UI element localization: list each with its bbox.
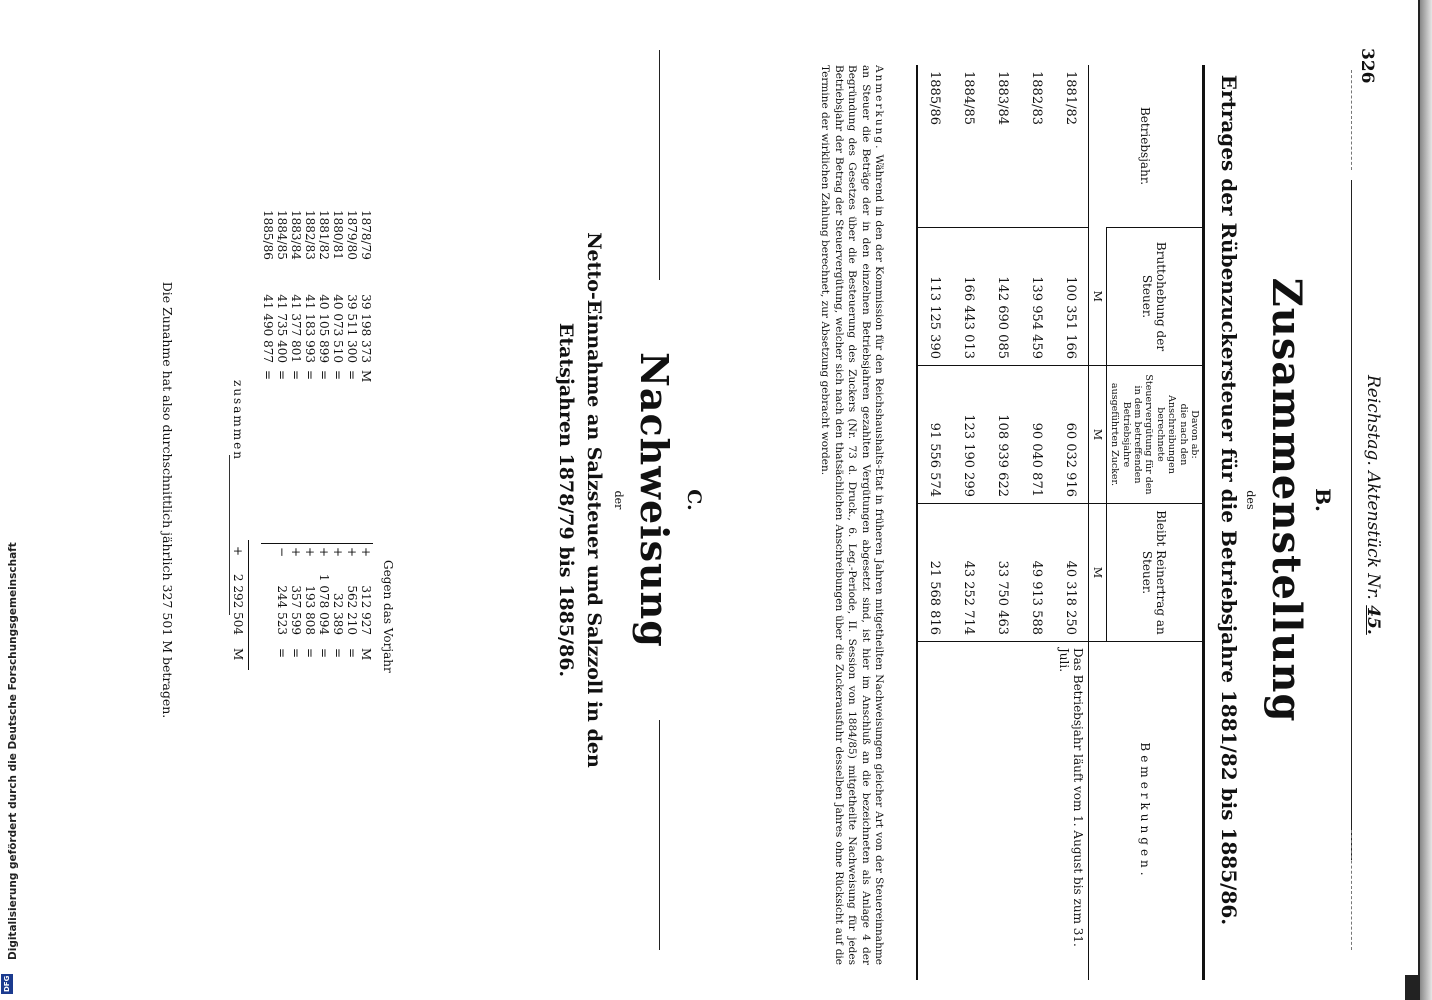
salt-sum-rule bbox=[248, 540, 249, 670]
salt-unit: = bbox=[317, 370, 331, 381]
row-net: 49 913 588 bbox=[1020, 504, 1054, 642]
row-net: 33 750 463 bbox=[986, 504, 1020, 642]
table-row bbox=[1054, 65, 1089, 980]
running-head bbox=[1363, 375, 1383, 635]
page-number: 326 bbox=[1357, 48, 1377, 84]
digitization-credit: Digitalisierung gefördert durch die Deutsche Forschungsgemeinschaft bbox=[7, 542, 19, 960]
section-b-des: des bbox=[1244, 490, 1257, 510]
salt-value: 39 511 300 bbox=[345, 294, 359, 363]
note-text: Während in den der Kommission für den Reichshaushalts-Etat in früheren Jahren mitgetheilten Nachweisungen gleicher Art von der Steuereinnahme an Steuer die Beträge der in den einzelnen Betriebsjahren gezahlten Vergütungen abgesetzt sind, ist hier im Anschluß an die bezeichneten als Anlage 4 der Begründung des Gesetzes über die Besteuerung des Zuckers (Nr. 73 d. Druck., 6. Leg.-Periode, II. Session von 1884/85) mitgetheilte Nachweisung für jedes Betriebsjahr der Betrag der Steuervergütung, welcher sich nach den thatsächlichen Anschreibungen über die Zuckerausfuhr desselben Jahres ohne Rücksicht auf die Termine der wirklichen Zahlung berechnet, zur Absetzung gebracht worden. bbox=[819, 65, 885, 965]
row-year: 1882/83 bbox=[1029, 71, 1045, 126]
salt-unit: = bbox=[261, 370, 275, 381]
col-header-remarks: Bemerkungen. bbox=[1088, 642, 1203, 981]
header-rule-right bbox=[1351, 830, 1352, 950]
row-refund: 90 040 871 bbox=[1020, 366, 1054, 504]
row-gross: 166 443 013 bbox=[952, 228, 986, 366]
salt-year: 1880/81 bbox=[331, 210, 345, 260]
salt-diff-unit: = bbox=[303, 648, 317, 659]
salt-year: 1883/84 bbox=[289, 210, 303, 260]
section-c-der: der bbox=[612, 490, 625, 510]
list-item bbox=[261, 210, 275, 770]
salt-year: 1881/82 bbox=[317, 210, 331, 260]
salt-sign: − bbox=[275, 546, 289, 558]
salt-unit: = bbox=[275, 370, 289, 381]
closing-rule bbox=[229, 455, 230, 615]
col-header-refund bbox=[1106, 366, 1203, 504]
list-item bbox=[275, 210, 289, 770]
row-gross: 139 954 459 bbox=[1020, 228, 1054, 366]
salt-value: 41 490 877 bbox=[261, 294, 275, 363]
salt-value: 41 735 400 bbox=[275, 294, 289, 363]
note-label: Anmerkung. bbox=[873, 65, 885, 151]
header-rule-left bbox=[1351, 70, 1352, 170]
unit-gross: M bbox=[1088, 228, 1106, 366]
list-item bbox=[331, 210, 345, 770]
page-header bbox=[1345, 40, 1405, 960]
salt-value: 41 183 993 bbox=[303, 294, 317, 363]
salt-sign: + bbox=[331, 546, 345, 558]
salt-diff: 193 808 bbox=[303, 585, 317, 635]
salt-sum-value: 2 292 504 bbox=[231, 573, 245, 635]
salt-diff-unit: = bbox=[345, 648, 359, 659]
salt-sum-label: zusammen bbox=[231, 380, 245, 461]
list-item bbox=[359, 210, 373, 770]
salt-value: 40 105 899 bbox=[317, 294, 331, 363]
row-year: 1883/84 bbox=[995, 71, 1011, 126]
salt-year: 1885/86 bbox=[261, 210, 275, 260]
salt-diff: 562 210 bbox=[345, 585, 359, 635]
salt-value: 40 073 510 bbox=[331, 294, 345, 363]
list-item bbox=[289, 210, 303, 770]
row-refund: 60 032 916 bbox=[1054, 366, 1089, 504]
row-net: 21 568 816 bbox=[917, 504, 952, 642]
row-gross: 142 690 085 bbox=[986, 228, 1020, 366]
row-gross: 100 351 166 bbox=[1054, 228, 1089, 366]
section-b-subtitle: Ertrages der Rübenzuckersteuer für die Betriebsjahre 1881/82 bis 1885/86. bbox=[1217, 74, 1241, 926]
salt-sign: + bbox=[359, 546, 373, 558]
row-gross: 113 125 390 bbox=[917, 228, 952, 366]
salt-sign: + bbox=[303, 546, 317, 558]
salt-sign: + bbox=[317, 546, 331, 558]
list-item bbox=[303, 210, 317, 770]
section-b-letter: B. bbox=[1311, 488, 1335, 512]
unit-refund: M bbox=[1088, 366, 1106, 504]
salt-diff-unit: = bbox=[331, 648, 345, 659]
salt-diff-unit: = bbox=[317, 648, 331, 659]
salt-sum-unit: M bbox=[231, 648, 245, 661]
salt-unit: = bbox=[345, 370, 359, 381]
row-remark bbox=[952, 642, 986, 981]
row-refund: 123 190 299 bbox=[952, 366, 986, 504]
section-c-title: Nachweisung bbox=[632, 352, 677, 648]
salt-unit: = bbox=[289, 370, 303, 381]
col-header-gross: Bruttohebung der Steuer. bbox=[1106, 228, 1203, 366]
salt-year: 1878/79 bbox=[359, 210, 373, 260]
row-refund: 91 556 574 bbox=[917, 366, 952, 504]
running-head-text: Reichstag. Aktenstück Nr. bbox=[1363, 375, 1383, 600]
table-header-row bbox=[1106, 65, 1203, 980]
salt-sign: + bbox=[345, 546, 359, 558]
salt-unit: = bbox=[331, 370, 345, 381]
col-header-year: Betriebsjahr. bbox=[1088, 65, 1203, 228]
salt-diff-unit: = bbox=[275, 648, 289, 659]
section-c-subtitle-line2: Etatsjahren 1878/79 bis 1885/86. bbox=[555, 322, 577, 678]
corner-smudge bbox=[1405, 975, 1419, 1000]
row-remark bbox=[1020, 642, 1054, 981]
salt-total-row bbox=[229, 210, 245, 770]
salt-unit: M bbox=[359, 370, 373, 383]
salt-value: 41 377 801 bbox=[289, 294, 303, 363]
row-year: 1881/82 bbox=[1063, 71, 1079, 126]
salt-revenue-list bbox=[231, 210, 373, 770]
section-b-title: Zusammenstellung bbox=[1263, 277, 1310, 723]
col-header-net: Bleibt Reinertrag an Steuer. bbox=[1106, 504, 1203, 642]
salt-year: 1884/85 bbox=[275, 210, 289, 260]
row-remark bbox=[986, 642, 1020, 981]
dfg-logo: DFG bbox=[3, 975, 11, 993]
list-item bbox=[317, 210, 331, 770]
table-row bbox=[1020, 65, 1054, 980]
table-note bbox=[818, 65, 885, 965]
salt-year: 1882/83 bbox=[303, 210, 317, 260]
section-c-letter: C. bbox=[683, 489, 705, 511]
salt-diff-unit: = bbox=[289, 648, 303, 659]
section-c-subtitle-line1: Netto-Einnahme an Salzsteuer und Salzzoll in den bbox=[583, 232, 605, 768]
refund-text: die nach den Anschreibungen berechnete Steuervergütung für den in dem betreffenden Betriebsjahre ausgeführten Zucker. bbox=[1109, 374, 1189, 495]
row-remark bbox=[917, 642, 952, 981]
table-row bbox=[917, 65, 952, 980]
conclusion-text: Die Zunahme hat also durchschnittlich jährlich 327 501 M betragen. bbox=[160, 281, 175, 719]
row-year: 1884/85 bbox=[961, 71, 977, 126]
row-net: 40 318 250 bbox=[1054, 504, 1089, 642]
salt-year: 1879/80 bbox=[345, 210, 359, 260]
salt-column-header: Gegen das Vorjahr bbox=[381, 560, 395, 673]
rotated-page bbox=[10, 40, 1405, 965]
page-shadow bbox=[1420, 0, 1432, 1000]
salt-diff-unit: M bbox=[359, 648, 373, 661]
salt-diff: 244 523 bbox=[275, 585, 289, 635]
salt-diff: 357 599 bbox=[289, 585, 303, 635]
salt-sum-sign: + bbox=[231, 546, 245, 557]
salt-unit: = bbox=[303, 370, 317, 381]
salt-diff: 1 078 094 bbox=[317, 573, 331, 635]
beet-sugar-tax-table bbox=[916, 65, 1205, 980]
header-rule bbox=[1351, 180, 1352, 860]
table-row bbox=[952, 65, 986, 980]
refund-intro: Davon ab: bbox=[1189, 410, 1200, 459]
document-number: 45. bbox=[1363, 605, 1383, 635]
list-item bbox=[345, 210, 359, 770]
row-year: 1885/86 bbox=[917, 65, 952, 228]
table-row bbox=[986, 65, 1020, 980]
salt-value: 39 198 373 bbox=[359, 294, 373, 363]
salt-diff: 312 927 bbox=[359, 585, 373, 635]
row-net: 43 252 714 bbox=[952, 504, 986, 642]
row-refund: 108 939 622 bbox=[986, 366, 1020, 504]
salt-sign: + bbox=[289, 546, 303, 558]
row-remark: Das Betriebsjahr läuft vom 1. August bis zum 31. Juli. bbox=[1054, 642, 1089, 981]
salt-diff: 32 389 bbox=[331, 593, 345, 635]
unit-net: M bbox=[1088, 504, 1106, 642]
